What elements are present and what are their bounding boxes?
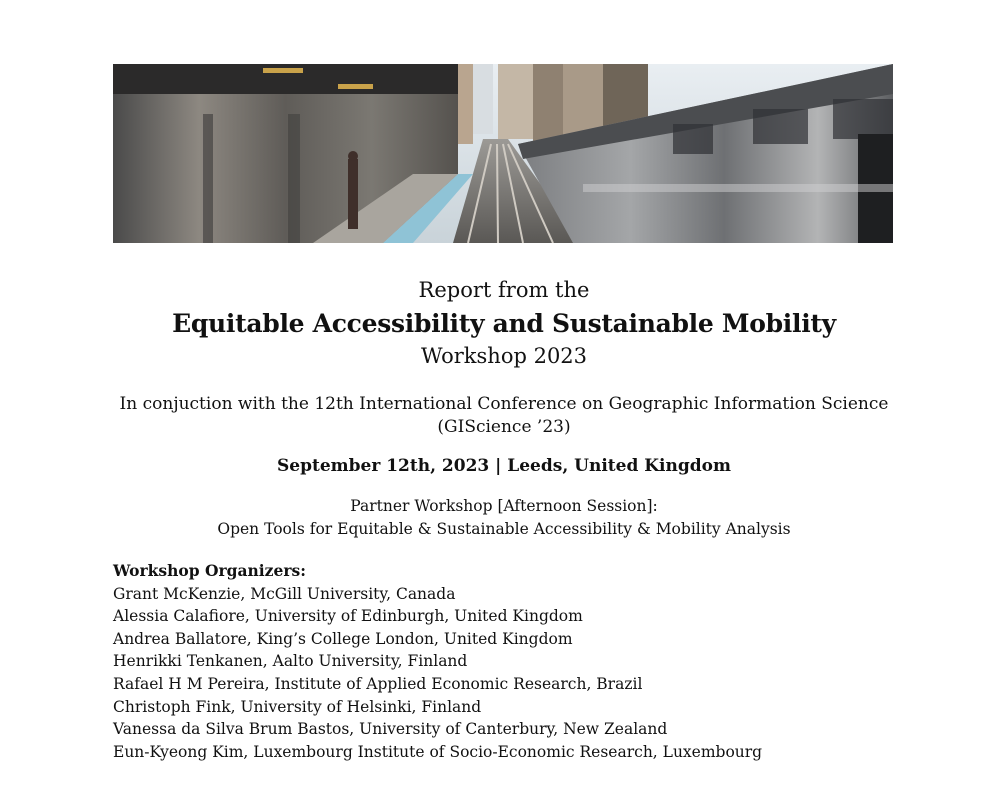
organizer-item: Andrea Ballatore, King’s College London, United Kingdom [113,629,573,648]
organizers-section [113,560,973,763]
conference-note-line2: (GIScience ’23) [437,417,571,437]
organizer-item: Vanessa da Silva Brum Bastos, University of Canterbury, New Zealand [113,720,668,739]
organizer-item: Henrikki Tenkanen, Aalto University, Finland [113,652,468,671]
banner-image [113,64,893,243]
train-platform-photo [113,64,893,243]
report-from-text: Report from the [418,278,590,302]
partner-workshop-line1: Partner Workshop [Afternoon Session]: [350,497,658,515]
organizer-item: Eun-Kyeong Kim, Luxembourg Institute of Socio-Economic Research, Luxembourg [113,742,763,761]
partner-workshop-line2: Open Tools for Equitable & Sustainable Accessibility & Mobility Analysis [217,519,791,538]
date-location: September 12th, 2023 | Leeds, United Kingdom [277,456,731,476]
conference-note-line1: In conjuction with the 12th International Conference on Geographic Information Science [119,394,889,414]
organizer-item: Grant McKenzie, McGill University, Canada [113,584,456,603]
conference-note [0,393,1008,439]
partner-workshop [0,495,1008,540]
workshop-title: Equitable Accessibility and Sustainable Mobility [172,309,836,338]
workshop-subtitle: Workshop 2023 [420,344,588,368]
organizer-item: Christoph Fink, University of Helsinki, Finland [113,697,482,716]
organizer-item: Rafael H M Pereira, Institute of Applied Economic Research, Brazil [113,674,643,693]
organizer-item: Alessia Calafiore, University of Edinburgh, United Kingdom [113,607,583,626]
organizers-heading: Workshop Organizers: [113,561,306,580]
